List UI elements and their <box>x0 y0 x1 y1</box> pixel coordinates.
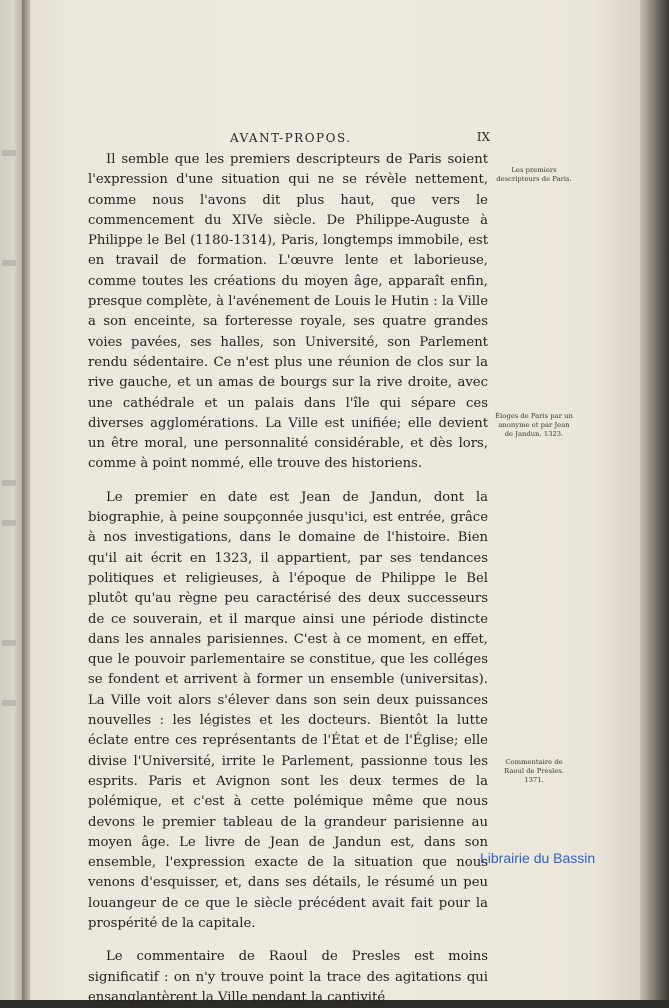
running-title: AVANT-PROPOS. <box>230 131 352 145</box>
sidenote-eloges: Éloges de Paris par un anonyme et par Jean de Jandun. 1323. <box>495 412 573 438</box>
paragraph-jean-de-jandun: Le premier en date est Jean de Jandun, dont la biographie, à peine soupçonnée jusqu'ici, est entrée, grâce à nos investigations, dans le domaine de l'histoire. Bien qu'il ait écrit en 1323, il appartient, par ses tendances politiques et religieuses, à l'époque de Philippe le Bel plutôt qu'au règne peu caractérisé des deux successeurs de ce souverain, et il marque ainsi une période distincte dans les annales parisiennes. C'est à ce moment, en effet, que le pouvoir parlementaire se constitue, que les colléges se fondent et arrivent à former un ensemble (universitas). La Ville voit alors s'élever dans son sein deux puissances nouvelles : les légistes et les docteurs. Bientôt la lutte éclate entre ces représentants de l'État et de l'Église; elle divise l'Université, irrite le Parlement, passionne tous les esprits. Paris et Avignon sont les deux termes de la polémique, et c'est à cette polémique même que nous devons le premier tableau de la grandeur parisienne au moyen âge. Le livre de Jean de Jandun est, dans son ensemble, l'expression exacte de la situation que nous venons d'esquisser, et, dans ses détails, le résumé un peu louangeur de ce que le siècle précédent avait fait pour la prospérité de la capitale. <box>88 489 488 931</box>
bookseller-watermark: Librairie du Bassin <box>480 850 596 866</box>
facing-page-edge <box>0 0 22 1000</box>
sidenote-descripteurs: Les premiers descripteurs de Paris. <box>496 166 572 183</box>
page-edge-shadow <box>640 0 669 1000</box>
running-head <box>230 131 490 147</box>
page-number: IX <box>476 130 490 144</box>
paragraph-raoul-de-presles: Le commentaire de Raoul de Presles est moins significatif : on n'y trouve point la trace des agitations qui ensanglantèrent la Ville pendant la captivité <box>88 949 488 1005</box>
body-text <box>88 150 488 1008</box>
sidenote-commentaire: Commentaire de Raoul de Presles. 1371. <box>504 758 564 784</box>
paragraph-descripteurs: Il semble que les premiers descripteurs de Paris soient l'expression d'une situation qui ne se révèle nettement, comme nous l'avons dit plus haut, que vers le commencement du XIVe siècle. De Philippe-Auguste à Philippe le Bel (1180-1314), Paris, longtemps immobile, est en travail de formation. L'œuvre lente et laborieuse, comme toutes les créations du moyen âge, apparaît enfin, presque complète, à l'avénement de Louis le Hutin : la Ville a son enceinte, sa forteresse royale, ses quatre grandes voies pavées, ses halles, son Université, son Parlement rendu sédentaire. Ce n'est plus une réunion de clos sur la rive gauche, et un amas de bourgs sur la rive droite, avec une cathédrale et un palais dans l'île qui sépare ces diverses agglomérations. La Ville est unifiée; elle devient un être moral, une personnalité considérable, et dès lors, comme à point nommé, elle trouve des historiens. <box>88 152 488 472</box>
